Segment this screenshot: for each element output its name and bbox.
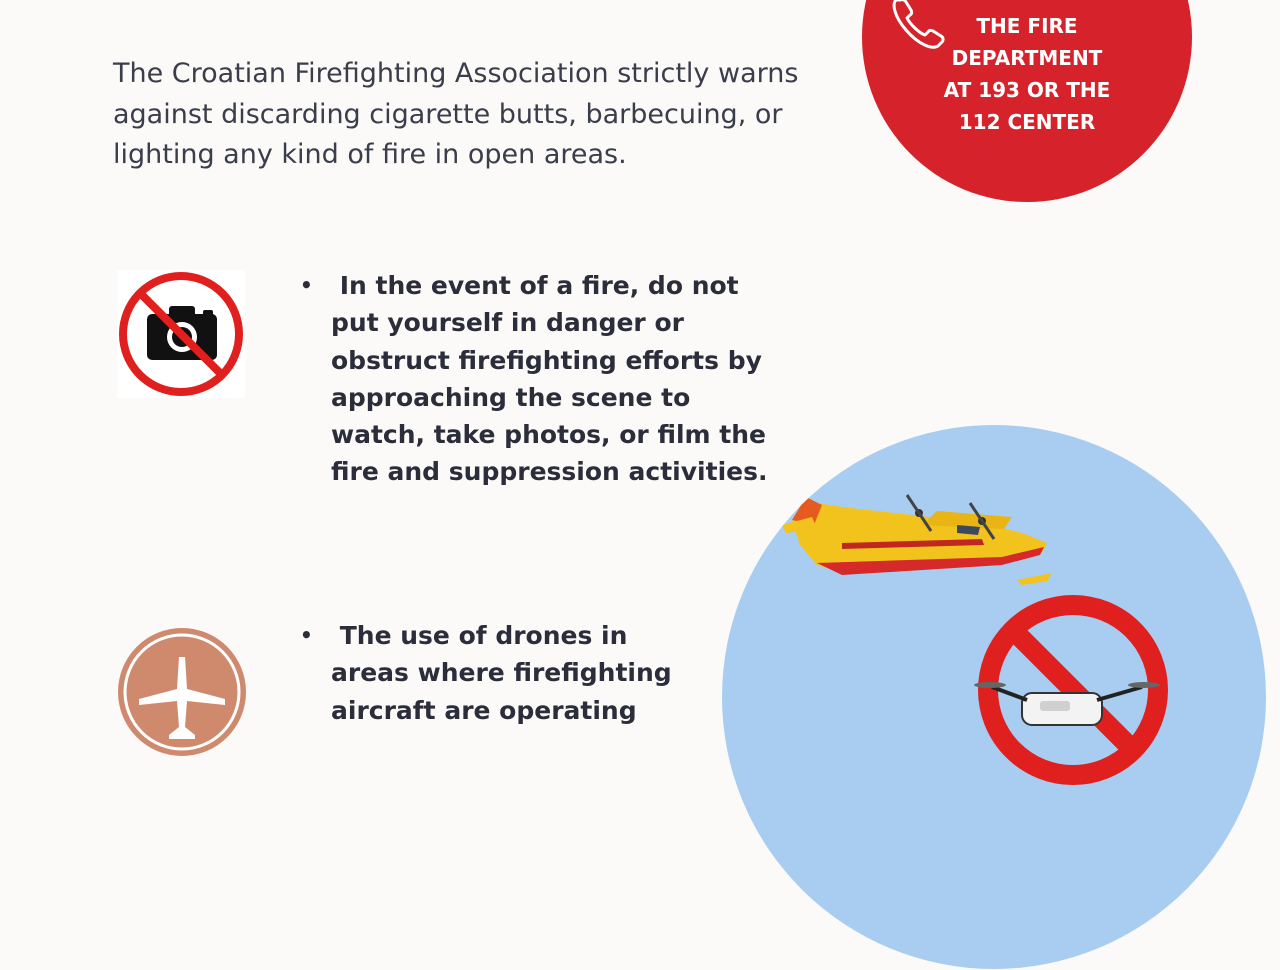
bullet-marker: • [300, 623, 313, 647]
firefighting-plane-photo [722, 425, 1267, 970]
call-fire-department-badge [862, 0, 1192, 202]
badge-line-1: THE FIRE [976, 14, 1078, 38]
badge-line-3: AT 193 OR THE [943, 78, 1111, 102]
bullet-text: In the event of a fire, do not put yourself in danger or obstruct firefighting efforts by approaching the scene to watch, take photos, or film the fire and suppression activities. [331, 271, 768, 487]
bullet-item-no-spectators [300, 267, 770, 491]
intro-paragraph: The Croatian Firefighting Association strictly warns against discarding cigarette butts, barbecuing, or lighting any kind of fire in open areas. [113, 58, 799, 170]
airplane-icon [117, 627, 247, 757]
no-camera-icon [117, 270, 245, 398]
bullet-marker: • [300, 273, 313, 297]
bullet-text: The use of drones in areas where firefighting aircraft are operating [331, 621, 672, 725]
badge-line-2: DEPARTMENT [951, 46, 1103, 70]
badge-line-4: 112 CENTER [958, 110, 1096, 134]
bullet-item-no-drones [300, 617, 680, 729]
